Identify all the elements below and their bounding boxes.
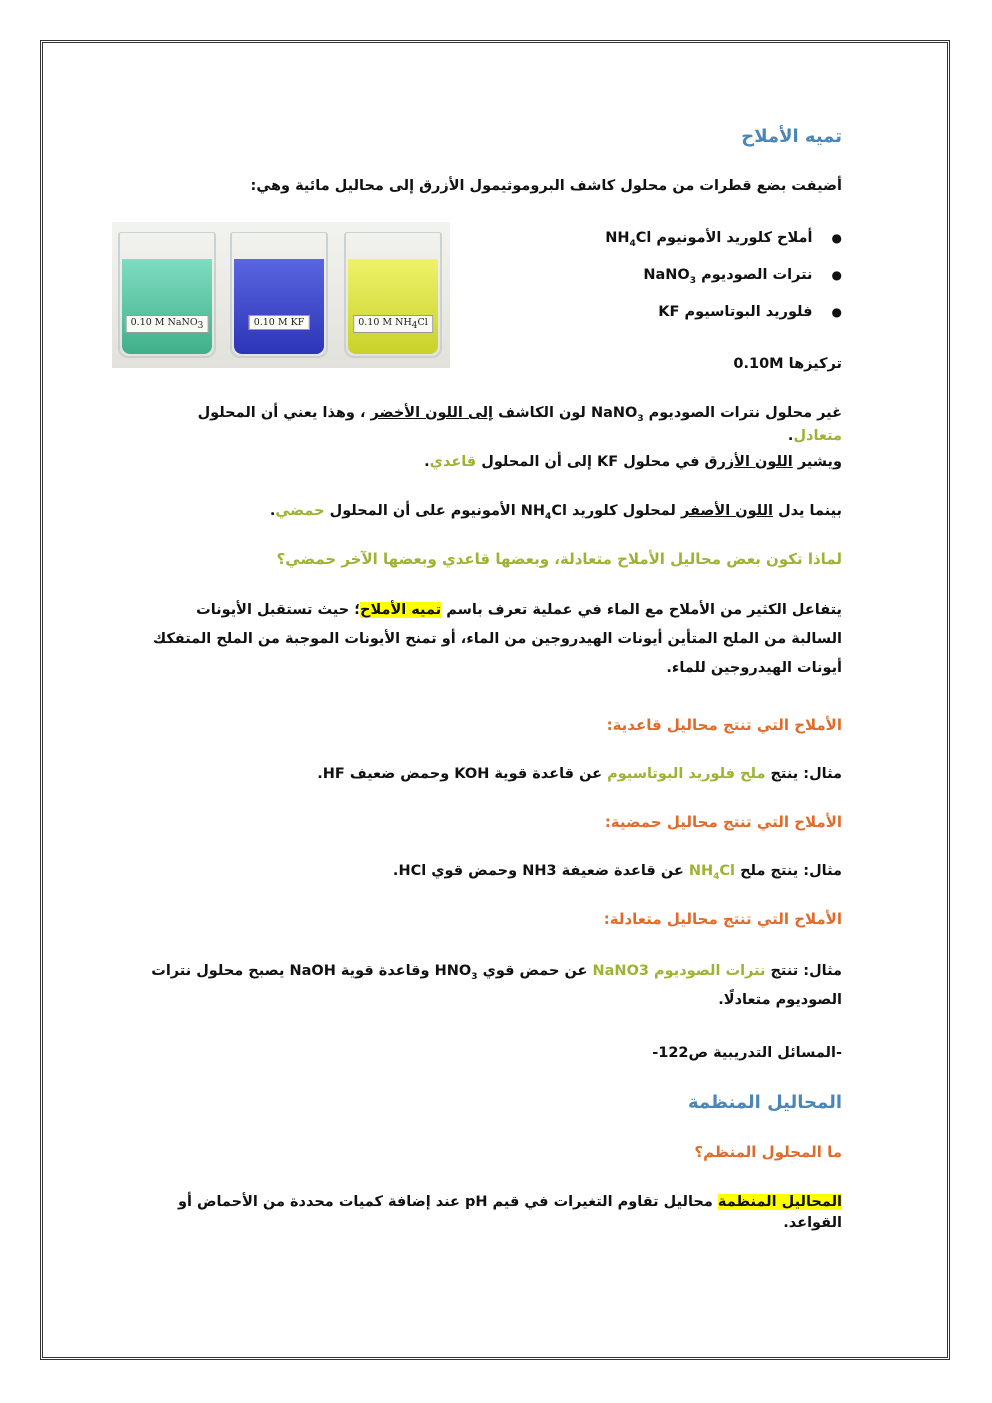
list-item: ● نترات الصوديوم NaNO$_3$ xyxy=(462,267,842,286)
observation-green: غير محلول نترات الصوديوم NaNO$_3$ لون الكاشف إلى اللون الأخضر ، وهذا يعني أن المحلول متعادل. xyxy=(197,405,842,444)
section-title: المحاليل المنظمة xyxy=(687,1092,842,1113)
basic-heading: الأملاح التي تنتج محاليل قاعدية: xyxy=(606,716,842,734)
intro-text: أضيفت بضع قطرات من محلول كاشف البروموثيمول الأزرق إلى محاليل مائية وهي: xyxy=(250,178,842,194)
acidic-example: مثال: ينتج ملح $NH_4Cl$ عن قاعدة ضعيفة NH3 وحمض قوي HCl. xyxy=(392,863,842,882)
beaker-label: 0.10 M KF xyxy=(249,315,310,330)
acidic-heading: الأملاح التي تنتج محاليل حمضية: xyxy=(604,813,842,831)
beaker-label: 0.10 M NaNO$_3$ xyxy=(126,315,209,333)
beakers-photo xyxy=(112,222,450,368)
hydrolysis-paragraph: يتفاعل الكثير من الأملاح مع الماء في عملية تعرف باسم تميه الأملاح؛ حيث تستقبل الأيونات السالبة من الملح المتأين أيونات الهيدروجين من الماء، أو تمنح الأيونات الموجبة من الملح المتفكك أيونات الهيدروجين للماء. xyxy=(152,602,842,676)
beaker-green xyxy=(118,232,216,358)
concentration-text: تركيزها 0.10M xyxy=(733,356,842,372)
buffer-definition: المحاليل المنظمة محاليل تقاوم التغيرات في قيم pH عند إضافة كميات محددة من الأحماض أو القواعد. xyxy=(177,1194,842,1232)
observation-blue: ويشير اللون الأزرق في محلول KF إلى أن المحلول قاعدي. xyxy=(424,454,842,470)
salt-list xyxy=(462,230,842,338)
observation-yellow: بينما يدل اللون الأصفر لمحلول كلوريد $NH_4Cl$ الأمونيوم على أن المحلول حمضي. xyxy=(269,503,842,522)
neutral-example: مثال: تنتج نترات الصوديوم NaNO3 عن حمض قوي $HNO_3$ وقاعدة قوية NaOH يصبح محلول نترات الصوديوم متعادلًا. xyxy=(151,963,842,1008)
beaker-blue xyxy=(230,232,328,358)
beaker-yellow xyxy=(344,232,442,358)
list-item: ● فلوريد البوتاسيوم KF xyxy=(462,304,842,320)
buffer-question: ما المحلول المنظم؟ xyxy=(694,1143,842,1161)
neutral-heading: الأملاح التي تنتج محاليل متعادلة: xyxy=(603,910,842,928)
exercises-note: -المسائل التدريبية ص122- xyxy=(652,1045,842,1061)
section-title: تميه الأملاح xyxy=(741,126,842,147)
basic-example: مثال: ينتج ملح فلوريد البوتاسيوم عن قاعدة قوية KOH وحمض ضعيف HF. xyxy=(317,766,842,782)
list-item: ● أملاح كلوريد الأمونيوم $NH_4Cl$ xyxy=(462,230,842,249)
beaker-label: 0.10 M $NH_4Cl$ xyxy=(353,315,433,333)
question-heading: لماذا تكون بعض محاليل الأملاح متعادلة، وبعضها قاعدي وبعضها الآخر حمضي؟ xyxy=(276,550,842,568)
